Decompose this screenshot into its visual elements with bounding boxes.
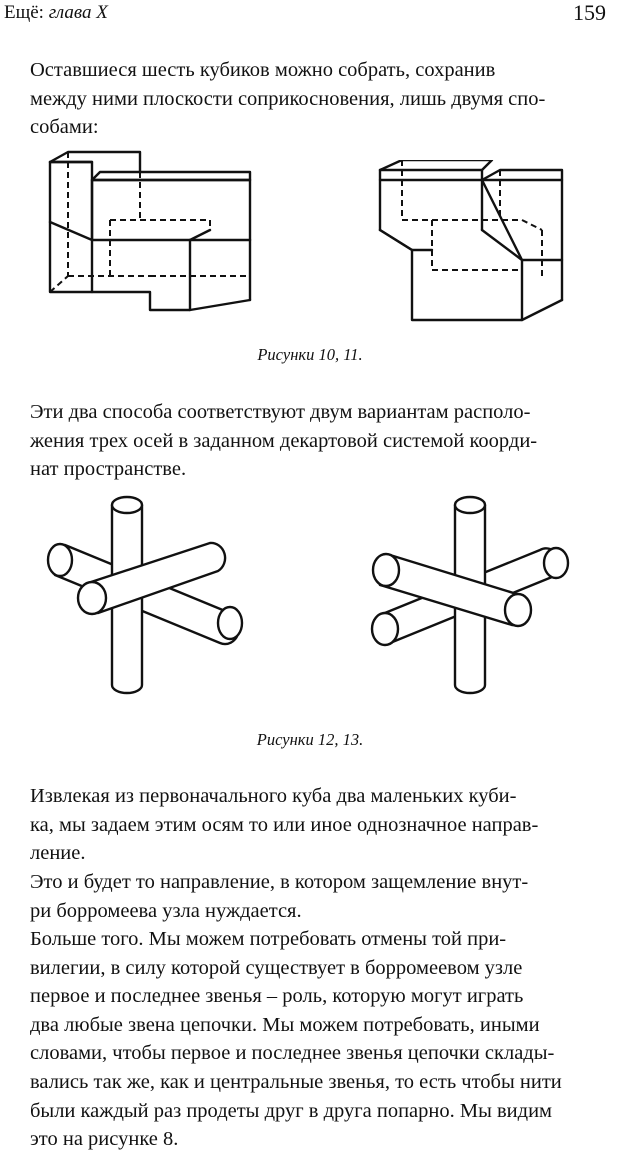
axes-figure-13-drawing [372,497,568,693]
paragraph-line: ка, мы задаем этим осям то или иное однозначное направ- [30,813,539,836]
paragraph-2 [30,398,590,484]
paragraph-line: собами: [30,116,99,139]
paragraph-line: вались так же, как и центральные звенья, то есть чтобы нити [30,1070,562,1093]
cube-assembly-figure-11 [372,160,572,330]
cube-figure-11-drawing [380,160,562,320]
figure-caption-10-11: Рисунки 10, 11. [257,345,363,364]
paragraph-line: Извлекая из первоначального куба два маленьких куби- [30,785,517,807]
running-head [4,2,108,24]
paragraph-line: Больше того. Мы можем потребовать отмены той при- [30,928,507,950]
page-header [0,0,620,32]
figure-caption-12-13: Рисунки 12, 13. [256,730,364,749]
axes-figure-12-drawing [48,497,242,693]
paragraph-line: между ними плоскости соприкосновения, лишь двумя спо- [30,87,546,110]
paragraph-1 [30,56,590,142]
paragraph-line: были каждый раз продеты друг в друга попарно. Мы видим [30,1099,553,1122]
cube-assembly-figure-10 [40,150,270,330]
paragraph-line: Это и будет то направление, в котором защемление внут- [30,871,529,893]
paragraph-5 [30,925,590,1154]
running-head-book: Ещё: [4,2,49,23]
page-number: 159 [573,0,606,25]
paragraph-line: нат пространстве. [30,458,187,481]
axes-figure-13 [360,495,580,705]
paragraph-line: ление. [30,842,86,865]
paragraph-line: Эти два способа соответствуют двум вариантам располо- [30,401,531,423]
paragraph-line: первое и последнее звенья – роль, которую могут играть [30,985,524,1008]
paragraph-line: это на рисунке 8. [30,1128,179,1151]
running-head-chapter: глава X [48,2,108,23]
paragraph-line: вилегии, в силу которой существует в борромеевом узле [30,956,523,979]
paragraph-3 [30,782,590,868]
paragraph-line: ри борромеева узла нуждается. [30,899,302,922]
axes-figure-12 [40,495,260,705]
cube-figure-10-drawing [50,152,250,310]
paragraph-line: Оставшиеся шесть кубиков можно собрать, сохранив [30,59,496,81]
paragraph-4 [30,868,590,925]
paragraph-line: словами, чтобы первое и последнее звенья цепочки склады- [30,1042,555,1065]
paragraph-line: жения трех осей в заданном декартовой системой коорди- [30,429,538,452]
paragraph-line: два любые звена цепочки. Мы можем потребовать, иными [30,1013,540,1036]
